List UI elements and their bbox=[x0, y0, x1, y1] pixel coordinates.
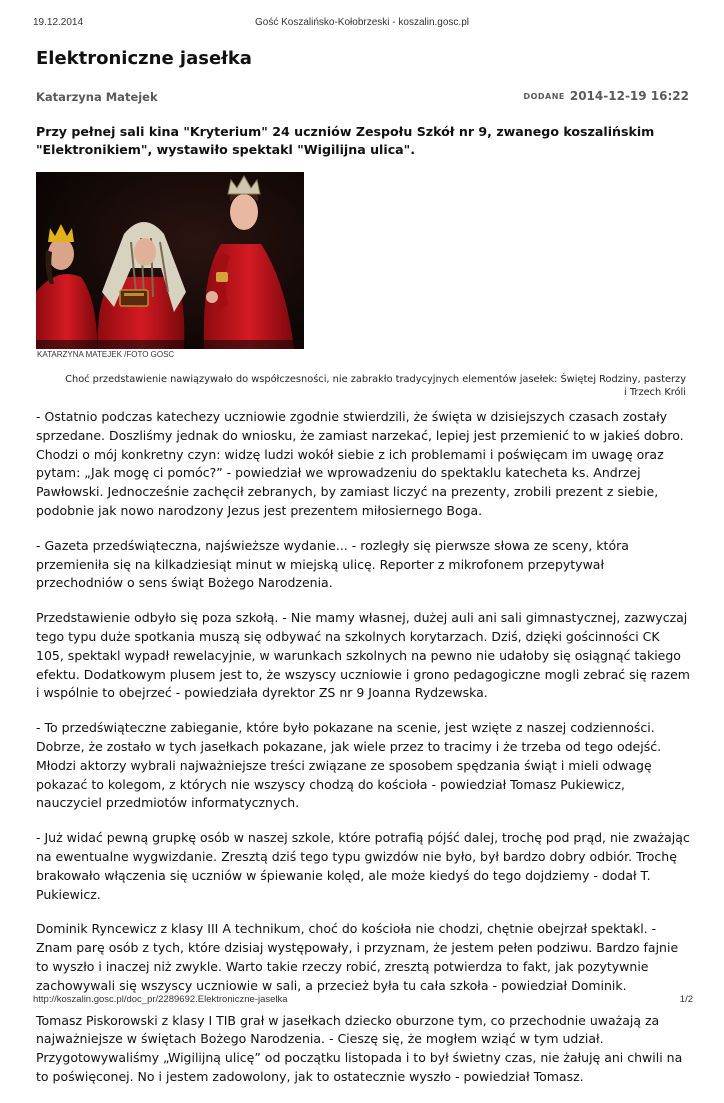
article-lead: Przy pełnej sali kina "Kryterium" 24 uczniów Zespołu Szkół nr 9, zwanego koszalińskim "Elektronikiem", wystawiło spektakl "Wigilijna ulica". bbox=[36, 124, 655, 157]
photo-caption: Choć przedstawienie nawiązywało do współczesności, nie zabrakło tradycyjnych elementów jasełek: Świętej Rodziny, pasterzy i Trzech Króli bbox=[65, 374, 686, 398]
body-paragraph: - To przedświąteczne zabieganie, które było pokazane na scenie, jest wzięte z naszej codzienności. Dobrze, że zostało w tych jasełkach pokazane, jak wiele przez to tracimy i że trzeba od tego odejść. Młodzi aktorzy wybrali najważniejsze treści związane ze sposobem spędzania świąt i mieli odwagę pokazać to kolegom, z których nie wszyscy chodzą do kościoła - powiedział Tomasz Pukiewicz, nauczyciel przedmiotów informatycznych. bbox=[36, 720, 662, 811]
published-label: DODANE bbox=[523, 92, 565, 101]
article-title: Elektroniczne jasełka bbox=[36, 48, 252, 69]
nativity-play-photo bbox=[36, 172, 304, 349]
body-paragraph: Tomasz Piskorowski z klasy I TIB grał w jasełkach dziecko oburzone tym, co przechodnie uważają za najważniejsze w świętach Bożego Narodzenia. - Cieszę się, że mogłem wziąć w tym udział. Przygotowywaliśmy „Wigilijną ulicę” od początku listopada i to był świetny czas, nie żałuję ani chwili na to poświęconej. No i jestem zadowolony, jak to ostatecznie wyszło - powiedział Tomasz. bbox=[36, 1012, 683, 1084]
published-info bbox=[523, 89, 689, 103]
article-photo[interactable] bbox=[36, 172, 304, 349]
body-paragraph: - Ostatnio podczas katechezy uczniowie zgodnie stwierdzili, że święta w dzisiejszych czasach zostały sprzedane. Doszliśmy jednak do wniosku, że zamiast narzekać, lepiej jest przemienić to w jakieś dobro. Chodzi o mój konkretny czyn: widzę ludzi wokół siebie z ich problemami i poświęcam im uwagę oraz pytam: „Jak mogę ci pomóc?” - powiedział we wprowadzeniu do spektaklu katecheta ks. Andrzej Pawłowski. Jednocześnie zachęcił zebranych, by zamiast liczyć na prezenty, zrobili prezent z siebie, podobnie jak nowo narodzony Jezus jest prezentem miłosiernego Boga. bbox=[36, 409, 684, 518]
print-date: 19.12.2014 bbox=[33, 17, 84, 28]
body-paragraph: - Gazeta przedświąteczna, najświeższe wydanie... - rozległy się pierwsze słowa ze sceny, która przemieniła się na kilkadziesiąt minut w miejską ulicę. Reporter z mikrofonem przepytywał przechodniów o sens świąt Bożego Narodzenia. bbox=[36, 537, 629, 591]
article-author[interactable]: Katarzyna Matejek bbox=[36, 90, 158, 104]
body-paragraph: - Już widać pewną grupkę osób w naszej szkole, które potrafią pójść dalej, trochę pod prąd, nie zważając na ewentualne wygwizdanie. Zresztą dziś tego typu gwizdów nie było, był bardzo dobry odbiór. Trochę brakowało włączenia się uczniów w śpiewanie kolęd, ale może kiedyś do tego dojdziemy - dodał T. Pukiewicz. bbox=[36, 830, 690, 902]
print-page-title: Gość Koszalińsko-Kołobrzeski - koszalin.gosc.pl bbox=[255, 17, 469, 28]
photo-credit: KATARZYNA MATEJEK /FOTO GOSC bbox=[37, 350, 175, 359]
published-date: 2014-12-19 16:22 bbox=[569, 89, 689, 103]
page-url[interactable]: http://koszalin.gosc.pl/doc_pr/2289692.Elektroniczne-jaselka bbox=[33, 994, 288, 1005]
body-paragraph: Dominik Ryncewicz z klasy III A technikum, choć do kościoła nie chodzi, chętnie obejrzał spektakl. - Znam parę osób z tych, które dzisiaj występowały, i przyznam, że jestem pełen podziwu. Bardzo fajnie to wyszło i inaczej niż zwykle. Warto takie rzeczy robić, zresztą potwierdza to fakt, jak pozytywnie zachowywali się wszyscy uczniowie w sali, a przecież była tu cała szkoła - powiedział Dominik. bbox=[36, 921, 679, 993]
page-number: 1/2 bbox=[679, 994, 693, 1005]
body-paragraph: Przedstawienie odbyło się poza szkołą. - Nie mamy własnej, dużej auli ani sali gimnastycznej, zazwyczaj tego typu duże spotkania muszą się odbywać na szkolnych korytarzach. Dziś, dzięki gościnności CK 105, spektakl wypadł rewelacyjnie, w warunkach szkolnych na pewno nie udałoby się osiągnąć takiego efektu. Dodatkowym plusem jest to, że wszyscy uczniowie i grono pedagogiczne mogli zebrać się razem i wspólnie to obejrzeć - powiedziała dyrektor ZS nr 9 Joanna Rydzewska. bbox=[36, 610, 690, 701]
